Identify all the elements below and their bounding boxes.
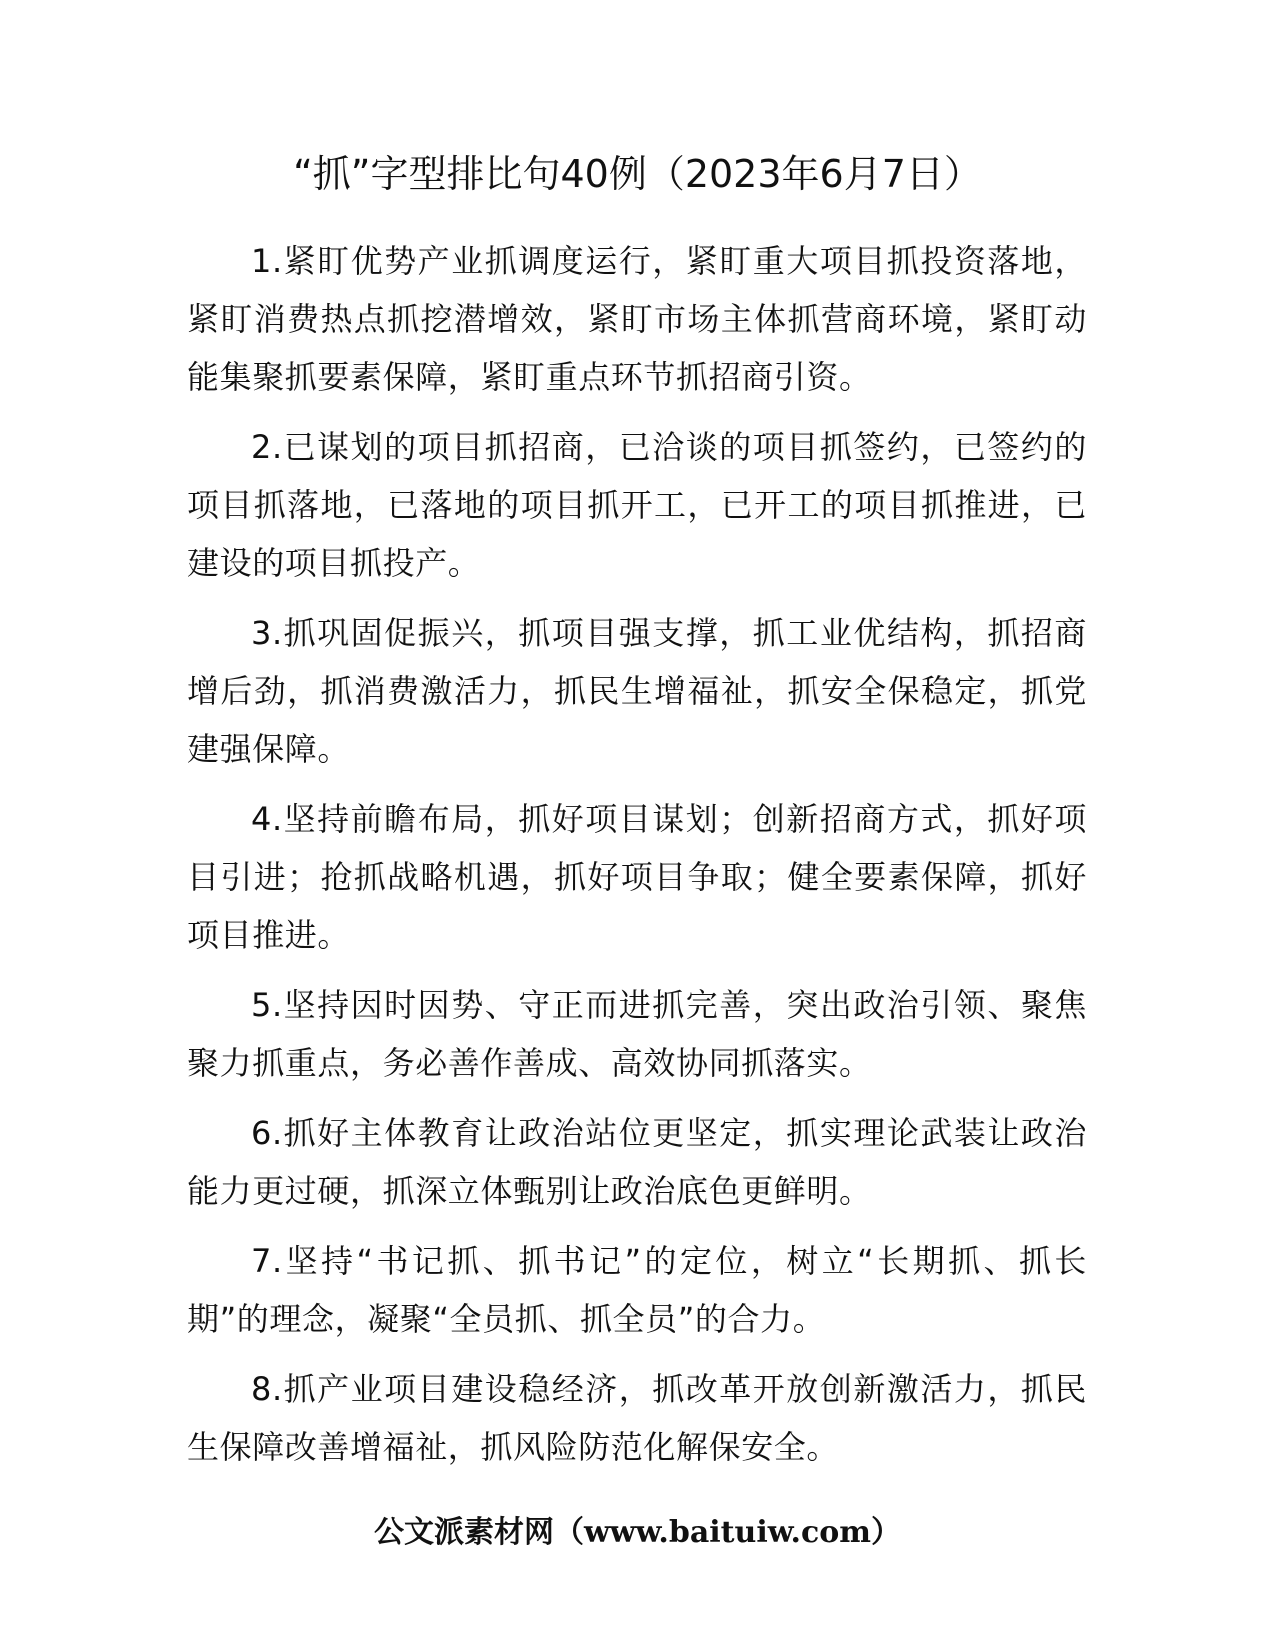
paragraph-4: 4.坚持前瞻布局，抓好项目谋划；创新招商方式，抓好项目引进；抢抓战略机遇，抓好项目争取；健全要素保障，抓好项目推进。 [187, 800, 1087, 954]
document-title: “抓”字型排比句40例（2023年6月7日） [293, 152, 982, 196]
paragraph-5: 5.坚持因时因势、守正而进抓完善，突出政治引领、聚焦聚力抓重点，务必善作善成、高效协同抓落实。 [187, 986, 1087, 1082]
paragraph-2: 2.已谋划的项目抓招商，已洽谈的项目抓签约，已签约的项目抓落地，已落地的项目抓开工，已开工的项目抓推进，已建设的项目抓投产。 [187, 428, 1087, 582]
paragraph-7: 7.坚持“书记抓、抓书记”的定位，树立“长期抓、抓长期”的理念，凝聚“全员抓、抓全员”的合力。 [187, 1242, 1087, 1338]
footer-source: 公文派素材网（www.baituiw.com） [373, 1515, 902, 1550]
paragraph-8: 8.抓产业项目建设稳经济，抓改革开放创新激活力，抓民生保障改善增福祉，抓风险防范化解保安全。 [187, 1370, 1087, 1466]
document-body [187, 232, 1087, 1488]
paragraph-1: 1.紧盯优势产业抓调度运行，紧盯重大项目抓投资落地，紧盯消费热点抓挖潜增效，紧盯市场主体抓营商环境，紧盯动能集聚抓要素保障，紧盯重点环节抓招商引资。 [187, 242, 1087, 396]
paragraph-6: 6.抓好主体教育让政治站位更坚定，抓实理论武装让政治能力更过硬，抓深立体甄别让政治底色更鲜明。 [187, 1114, 1087, 1210]
paragraph-3: 3.抓巩固促振兴，抓项目强支撑，抓工业优结构，抓招商增后劲，抓消费激活力，抓民生增福祉，抓安全保稳定，抓党建强保障。 [187, 614, 1087, 768]
